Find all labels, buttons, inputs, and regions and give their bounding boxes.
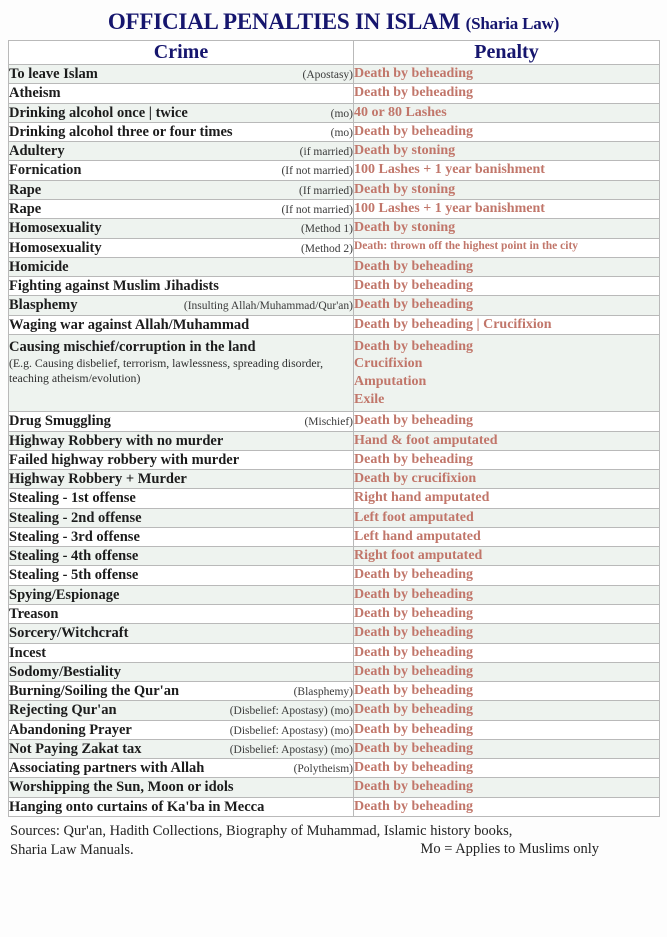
penalty-cell (354, 315, 660, 334)
crime-cell (9, 547, 354, 566)
crime-cell (9, 527, 354, 546)
crime-label: Failed highway robbery with murder (9, 451, 240, 468)
crime-note: (mo) (330, 126, 353, 139)
penalty-line: Hand & foot amputated (354, 432, 498, 448)
crime-cell (9, 296, 354, 315)
table-row (9, 527, 660, 546)
crime-cell (9, 257, 354, 276)
crime-note: (Method 2) (300, 242, 353, 255)
crime-note: (Apostasy) (302, 69, 353, 82)
crime-cell (9, 65, 354, 84)
page-title-sub: (Sharia Law) (465, 14, 560, 33)
crime-cell (9, 605, 354, 624)
penalty-cell (354, 334, 660, 412)
table-row (9, 334, 660, 412)
penalty-line: Death by beheading (354, 740, 474, 756)
penalty-line: Death by beheading (354, 625, 474, 641)
table-row (9, 238, 660, 257)
crime-label: To leave Islam (9, 66, 98, 83)
crime-label: Sodomy/Bestiality (9, 663, 121, 680)
crime-note: (If married) (299, 184, 353, 197)
table-row (9, 759, 660, 778)
crime-label: Treason (9, 606, 59, 623)
penalty-cell (354, 65, 660, 84)
penalty-cell (354, 701, 660, 720)
crime-label: Drinking alcohol once | twice (9, 104, 188, 121)
table-row (9, 797, 660, 816)
crime-label: Hanging onto curtains of Ka'ba in Mecca (9, 798, 265, 815)
crime-label: Not Paying Zakat tax (9, 740, 142, 757)
penalty-line: 40 or 80 Lashes (354, 104, 447, 120)
penalty-cell (354, 431, 660, 450)
crime-label: Stealing - 5th offense (9, 567, 139, 584)
crime-cell (9, 431, 354, 450)
penalty-cell (354, 238, 660, 257)
column-header-crime: Crime (9, 41, 354, 65)
penalty-line: Death by stoning (354, 220, 456, 236)
crime-cell (9, 759, 354, 778)
table-row (9, 180, 660, 199)
crime-label: Waging war against Allah/Muhammad (9, 316, 250, 333)
penalty-line: Death by beheading (354, 702, 474, 718)
penalty-cell (354, 547, 660, 566)
crime-note: (Insulting Allah/Muhammad/Qur'an) (183, 300, 353, 313)
crime-cell (9, 624, 354, 643)
penalty-cell (354, 296, 660, 315)
table-body (9, 65, 660, 817)
penalty-cell (354, 122, 660, 141)
crime-cell (9, 122, 354, 141)
penalty-cell (354, 200, 660, 219)
crime-cell (9, 103, 354, 122)
crime-note: (Disbelief: Apostasy) (mo) (229, 743, 353, 756)
crime-label: Homosexuality (9, 220, 102, 237)
penalty-line: Death by beheading (354, 644, 474, 660)
table-row (9, 315, 660, 334)
penalty-line: Death by beheading | Crucifixion (354, 316, 552, 332)
penalty-line: Death by crucifixion (354, 471, 477, 487)
penalty-line: Exile (354, 391, 385, 407)
crime-cell (9, 219, 354, 238)
table-row (9, 662, 660, 681)
table-row (9, 103, 660, 122)
crime-cell (9, 701, 354, 720)
crime-label: Stealing - 1st offense (9, 490, 136, 507)
table-row (9, 489, 660, 508)
table-header-row (9, 41, 660, 65)
crime-label: Highway Robbery with no murder (9, 432, 224, 449)
penalty-line: Death by beheading (354, 586, 474, 602)
crime-note: (If not married) (281, 204, 353, 216)
penalty-line: Death by beheading (354, 85, 474, 101)
sources-line-2: Sharia Law Manuals. (10, 841, 134, 858)
page-title-main: OFFICIAL PENALTIES IN ISLAM (107, 9, 461, 34)
crime-cell (9, 720, 354, 739)
crime-label: Rape (9, 201, 42, 217)
table-row (9, 739, 660, 758)
penalty-line: Death by beheading (354, 278, 474, 294)
table-row (9, 605, 660, 624)
crime-label: Homicide (9, 258, 69, 275)
penalty-line: Death by beheading (354, 338, 474, 354)
penalty-cell (354, 412, 660, 431)
crime-label: Abandoning Prayer (9, 721, 132, 738)
table-row (9, 257, 660, 276)
crime-cell (9, 412, 354, 431)
page-title (8, 10, 659, 34)
table-row (9, 122, 660, 141)
crime-label: Worshipping the Sun, Moon or idols (9, 779, 234, 796)
crime-label: Fighting against Muslim Jihadists (9, 278, 219, 295)
crime-label: Stealing - 3rd offense (9, 528, 140, 545)
crime-label: Stealing - 2nd offense (9, 509, 142, 526)
penalty-line: Death by stoning (354, 143, 456, 159)
sources-footer (8, 822, 659, 860)
penalty-line: Left foot amputated (354, 509, 474, 525)
crime-note: (Method 1) (300, 223, 353, 236)
crime-cell (9, 200, 354, 219)
penalty-cell (354, 662, 660, 681)
penalty-cell (354, 161, 660, 180)
crime-cell (9, 180, 354, 199)
table-row (9, 296, 660, 315)
penalty-line: Death by beheading (354, 798, 474, 814)
penalty-cell (354, 219, 660, 238)
penalty-line: 100 Lashes + 1 year banishment (354, 201, 545, 216)
table-row (9, 431, 660, 450)
table-row (9, 720, 660, 739)
crime-label: Rejecting Qur'an (9, 702, 117, 719)
crime-label: Causing mischief/corruption in the land (9, 338, 256, 355)
crime-label: Homosexuality (9, 239, 102, 256)
crime-cell (9, 682, 354, 701)
penalty-line: Amputation (354, 374, 427, 390)
penalty-cell (354, 142, 660, 161)
penalty-line: Death by beheading (354, 606, 474, 622)
crime-label: Incest (9, 644, 47, 661)
penalty-cell (354, 585, 660, 604)
table-row (9, 508, 660, 527)
column-header-penalty: Penalty (354, 41, 660, 65)
crime-detail: (E.g. Causing disbelief, terrorism, lawlessness, spreading disorder, teaching atheism/evolution) (9, 356, 324, 386)
penalty-line: Death by beheading (354, 779, 474, 795)
penalty-line: Left hand amputated (354, 528, 481, 544)
penalty-cell (354, 527, 660, 546)
penalty-cell (354, 797, 660, 816)
penalty-cell (354, 257, 660, 276)
penalty-cell (354, 605, 660, 624)
crime-label: Rape (9, 181, 42, 198)
penalty-cell (354, 643, 660, 662)
table-row (9, 200, 660, 219)
crime-cell (9, 585, 354, 604)
penalty-line: Death by beheading (354, 123, 474, 139)
crime-cell (9, 643, 354, 662)
crime-note: (mo) (330, 107, 353, 120)
crime-label: Drinking alcohol three or four times (9, 123, 233, 140)
table-row (9, 547, 660, 566)
penalty-line: Right hand amputated (354, 490, 490, 506)
crime-label: Atheism (9, 85, 61, 102)
penalty-line: Death by beheading (354, 297, 474, 313)
table-row (9, 412, 660, 431)
penalty-cell (354, 759, 660, 778)
crime-cell (9, 662, 354, 681)
crime-note: (if married) (299, 146, 353, 159)
penalty-line: Right foot amputated (354, 548, 483, 564)
crime-cell (9, 508, 354, 527)
crime-note: (If not married) (281, 165, 353, 178)
table-row (9, 682, 660, 701)
crime-cell (9, 797, 354, 816)
crime-label: Spying/Espionage (9, 586, 120, 603)
crime-cell (9, 489, 354, 508)
table-row (9, 161, 660, 180)
penalty-line: Death: thrown off the highest point in the city (354, 239, 579, 252)
penalty-cell (354, 778, 660, 797)
penalty-cell (354, 470, 660, 489)
penalty-line: Death by beheading (354, 683, 474, 699)
penalty-line: Death by beheading (354, 721, 474, 737)
crime-cell (9, 739, 354, 758)
penalty-line: Death by beheading (354, 567, 474, 583)
table-row (9, 566, 660, 585)
penalty-cell (354, 720, 660, 739)
table-row (9, 701, 660, 720)
penalty-cell (354, 180, 660, 199)
crime-cell (9, 315, 354, 334)
penalty-cell (354, 739, 660, 758)
crime-note: (Mischief) (304, 416, 353, 429)
penalty-cell (354, 103, 660, 122)
crime-cell (9, 334, 354, 412)
crime-label: Stealing - 4th offense (9, 548, 139, 565)
crime-cell (9, 778, 354, 797)
penalty-cell (354, 566, 660, 585)
penalty-cell (354, 682, 660, 701)
penalty-cell (354, 508, 660, 527)
penalty-cell (354, 450, 660, 469)
table-row (9, 470, 660, 489)
table-row (9, 778, 660, 797)
table-row (9, 450, 660, 469)
penalties-table (8, 40, 660, 817)
crime-label: Sorcery/Witchcraft (9, 625, 129, 642)
crime-note: (Disbelief: Apostasy) (mo) (229, 724, 353, 737)
table-row (9, 624, 660, 643)
crime-cell (9, 161, 354, 180)
crime-cell (9, 277, 354, 296)
crime-label: Fornication (9, 162, 82, 179)
sources-line-1: Sources: Qur'an, Hadith Collections, Biography of Muhammad, Islamic history books, (10, 822, 513, 839)
table-row (9, 219, 660, 238)
penalty-line: Death by beheading (354, 258, 474, 274)
crime-cell (9, 566, 354, 585)
crime-label: Burning/Soiling the Qur'an (9, 683, 180, 700)
penalty-line: Death by stoning (354, 181, 456, 197)
penalty-cell (354, 624, 660, 643)
crime-cell (9, 142, 354, 161)
crime-label: Adultery (9, 143, 65, 160)
penalty-cell (354, 277, 660, 296)
penalty-cell (354, 489, 660, 508)
penalty-line: Death by beheading (354, 413, 474, 429)
penalty-line: Death by beheading (354, 663, 474, 679)
table-row (9, 277, 660, 296)
crime-cell (9, 84, 354, 103)
crime-cell (9, 470, 354, 489)
penalty-line: Death by beheading (354, 66, 474, 82)
crime-label: Highway Robbery + Murder (9, 471, 187, 488)
table-row (9, 65, 660, 84)
crime-cell (9, 450, 354, 469)
table-row (9, 84, 660, 103)
crime-note: (Blasphemy) (293, 686, 353, 699)
penalty-line: Crucifixion (354, 356, 423, 372)
crime-note: (Disbelief: Apostasy) (mo) (229, 705, 353, 718)
table-row (9, 643, 660, 662)
table-row (9, 142, 660, 161)
mo-note: Mo = Applies to Muslims only (420, 840, 599, 857)
penalty-line: Death by beheading (354, 451, 474, 467)
penalty-cell (354, 84, 660, 103)
crime-label: Associating partners with Allah (9, 760, 205, 777)
crime-note: (Polytheism) (293, 763, 353, 776)
crime-label: Blasphemy (9, 297, 78, 314)
penalty-line: 100 Lashes + 1 year banishment (354, 162, 545, 178)
table-row (9, 585, 660, 604)
crime-label: Drug Smuggling (9, 413, 111, 430)
crime-cell (9, 238, 354, 257)
penalty-line: Death by beheading (354, 760, 474, 776)
